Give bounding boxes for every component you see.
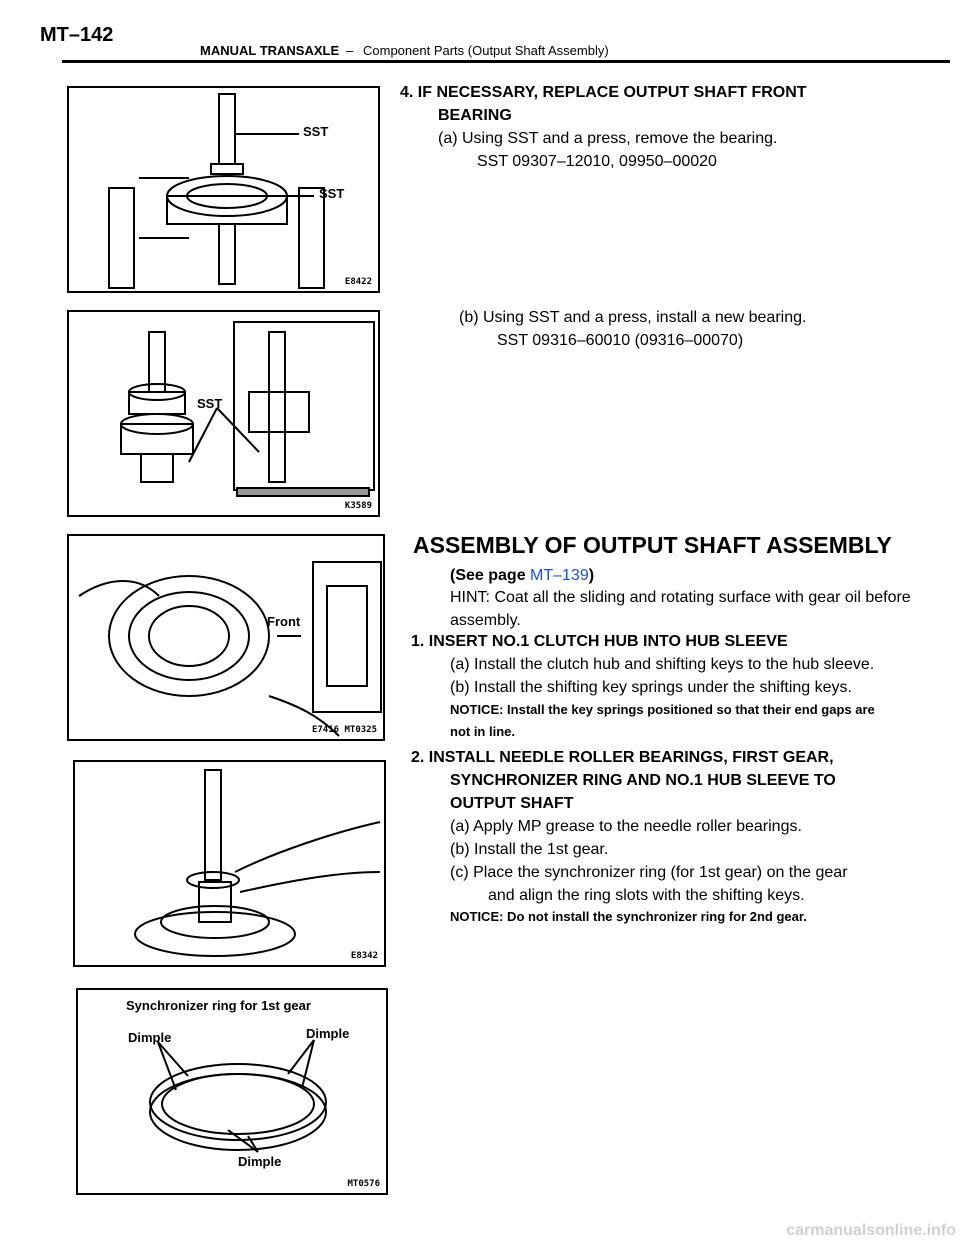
watermark: carmanualsonline.info xyxy=(786,1222,956,1239)
figure-label: SST xyxy=(197,396,223,411)
section-heading: ASSEMBLY OF OUTPUT SHAFT ASSEMBLY xyxy=(413,532,892,558)
step1-notice: NOTICE: Install the key springs positioned so that their end gaps are xyxy=(450,702,875,717)
figure-drawing xyxy=(78,990,388,1195)
figure-label: Front xyxy=(267,614,301,629)
step2-notice: NOTICE: Do not install the synchronizer ring for 2nd gear. xyxy=(450,909,807,924)
see-page-ref xyxy=(450,566,594,586)
figure-first-gear xyxy=(73,760,386,967)
figure-drawing xyxy=(75,762,386,967)
figure-code: K3589 xyxy=(344,501,372,511)
step1-notice-cont: not in line. xyxy=(450,724,515,739)
step1-b: (b) Install the shifting key springs under the shifting keys. xyxy=(450,679,852,696)
hint-text-cont: assembly. xyxy=(450,612,521,629)
step2-c: (c) Place the synchronizer ring (for 1st gear) on the gear xyxy=(450,864,848,881)
step2-title: 2. INSTALL NEEDLE ROLLER BEARINGS, FIRST GEAR, xyxy=(411,749,834,766)
step4-title-cont: BEARING xyxy=(438,107,512,124)
step4-title: 4. IF NECESSARY, REPLACE OUTPUT SHAFT FRONT xyxy=(400,84,807,101)
step1-a: (a) Install the clutch hub and shifting keys to the hub sleeve. xyxy=(450,656,875,673)
see-page-link[interactable]: MT–139 xyxy=(530,567,589,584)
figure-clutch-hub xyxy=(67,534,385,741)
step4-a-sst: SST 09307–12010, 09950–00020 xyxy=(477,153,717,170)
header-rule xyxy=(62,60,950,63)
page-number: MT–142 xyxy=(40,24,114,46)
figure-label-dimple: Dimple xyxy=(238,1154,282,1169)
figure-code: E7416 MT0325 xyxy=(311,725,377,735)
header-section: MANUAL TRANSAXLE xyxy=(200,43,340,58)
figure-label-dimple: Dimple xyxy=(128,1030,172,1045)
step1-title: 1. INSERT NO.1 CLUTCH HUB INTO HUB SLEEVE xyxy=(411,633,788,650)
figure-code: E8422 xyxy=(344,277,372,287)
figure-remove-bearing xyxy=(67,86,380,293)
figure-drawing xyxy=(69,312,380,517)
figure-drawing xyxy=(69,536,385,741)
figure-caption: Synchronizer ring for 1st gear xyxy=(126,998,311,1013)
step2-title-cont: SYNCHRONIZER RING AND NO.1 HUB SLEEVE TO xyxy=(450,772,836,789)
step2-title-cont: OUTPUT SHAFT xyxy=(450,795,574,812)
figure-code: E8342 xyxy=(350,951,378,961)
header-subsection: Component Parts (Output Shaft Assembly) xyxy=(363,43,609,58)
header-dash: – xyxy=(346,43,354,58)
hint-text: HINT: Coat all the sliding and rotating surface with gear oil before xyxy=(450,589,911,606)
step4-b-sst: SST 09316–60010 (09316–00070) xyxy=(497,332,744,349)
figure-label: SST xyxy=(319,186,345,201)
see-page-text: (See page xyxy=(450,567,531,584)
step2-b: (b) Install the 1st gear. xyxy=(450,841,609,858)
figure-code: MT0576 xyxy=(347,1179,380,1189)
figure-label: SST xyxy=(303,124,329,139)
figure-install-bearing xyxy=(67,310,380,517)
figure-label-dimple: Dimple xyxy=(306,1026,350,1041)
step4-b: (b) Using SST and a press, install a new bearing. xyxy=(459,309,807,326)
step4-a: (a) Using SST and a press, remove the bearing. xyxy=(438,130,778,147)
see-page-text: ) xyxy=(588,567,595,584)
figure-synchronizer-ring xyxy=(76,988,388,1195)
step2-a: (a) Apply MP grease to the needle roller bearings. xyxy=(450,818,802,835)
step2-c-cont: and align the ring slots with the shifting keys. xyxy=(488,887,805,904)
